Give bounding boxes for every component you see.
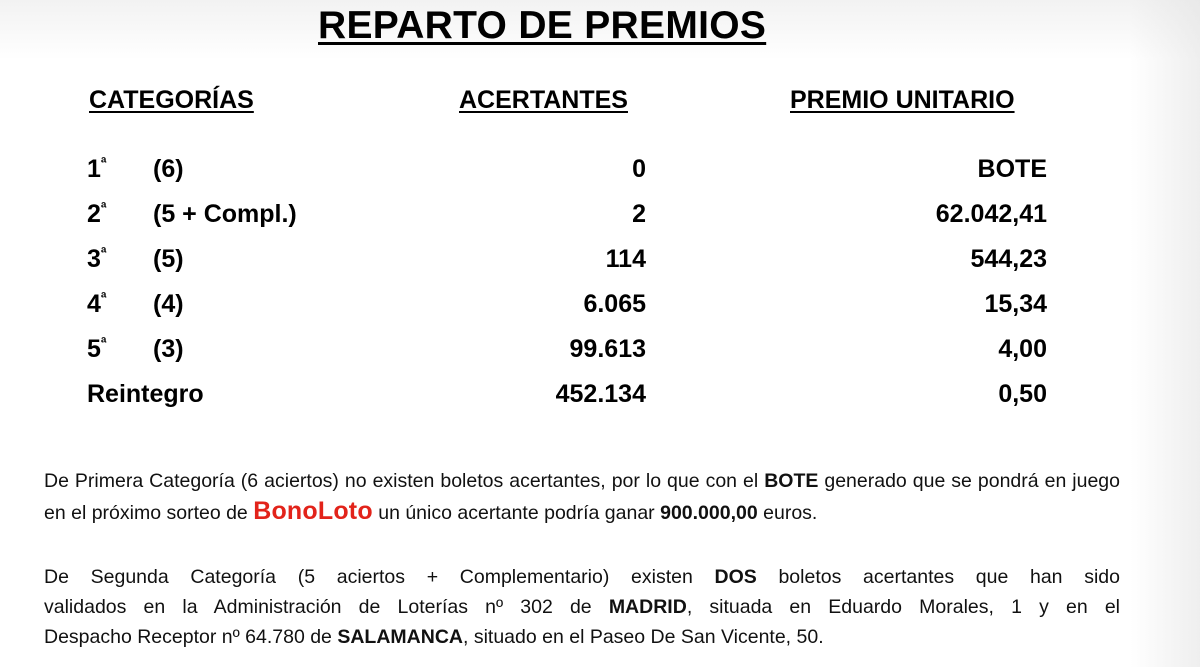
category-number: Reintegro (87, 380, 204, 408)
acertantes-value: 99.613 (569, 335, 646, 363)
table-row (0, 240, 1200, 285)
category-aciertos: (3) (153, 335, 184, 363)
category-number: $1^ª$ (87, 155, 107, 183)
category-aciertos: (5 + Compl.) (153, 200, 297, 228)
premio-value: 0,50 (998, 380, 1047, 408)
category-number: $4^ª$ (87, 290, 107, 318)
salamanca-emphasis: SALAMANCA (337, 626, 463, 648)
paragraph-line: De Segunda Categoría (5 aciertos + Complementario) existen DOS boletos acertantes que han sido (44, 566, 1120, 588)
table-row (0, 195, 1200, 240)
prize-table (0, 150, 1200, 420)
paragraph-line: Despacho Receptor nº 64.780 de SALAMANCA, situado en el Paseo De San Vicente, 50. (44, 626, 824, 648)
jackpot-amount: 900.000,00 (660, 502, 758, 524)
premio-value: BOTE (977, 155, 1047, 183)
premio-value: 544,23 (970, 245, 1047, 273)
premio-value: 15,34 (984, 290, 1047, 318)
bote-emphasis: BOTE (764, 470, 819, 492)
category-number: $3^ª$ (87, 245, 107, 273)
category-aciertos: (6) (153, 155, 184, 183)
madrid-emphasis: MADRID (608, 596, 687, 618)
table-row (0, 375, 1200, 420)
bonoloto-logo: BonoLoto (253, 497, 373, 525)
dos-emphasis: DOS (714, 566, 757, 588)
paragraph-line: validados en la Administración de Loterías nº 302 de MADRID, situada en Eduardo Morales, 1 y en el (44, 596, 1120, 618)
header-premio-unitario: PREMIO UNITARIO (790, 86, 1015, 114)
acertantes-value: 114 (605, 245, 646, 273)
table-row (0, 285, 1200, 330)
category-aciertos: (5) (153, 245, 184, 273)
premio-value: 4,00 (998, 335, 1047, 363)
category-number: $5^ª$ (87, 335, 107, 363)
acertantes-value: 6.065 (583, 290, 646, 318)
table-row (0, 330, 1200, 375)
category-number: $2^ª$ (87, 200, 107, 228)
page-title: REPARTO DE PREMIOS (318, 4, 767, 47)
acertantes-value: 2 (632, 200, 646, 228)
table-row (0, 150, 1200, 195)
category-aciertos: (4) (153, 290, 184, 318)
premio-value: 62.042,41 (935, 200, 1047, 228)
right-edge-shadow (1130, 0, 1200, 667)
acertantes-value: 452.134 (555, 380, 646, 408)
paragraph-primera-categoria: De Primera Categoría (6 aciertos) no existen boletos acertantes, por lo que con el BOTE generado que se pondrá en juego en el próximo sorteo de BonoLoto un único acertante podría ganar 900.000,00 euros. (44, 470, 1120, 525)
paragraph-segunda-categoria (44, 562, 1120, 652)
header-acertantes: ACERTANTES (459, 86, 628, 114)
header-categorias: CATEGORÍAS (89, 86, 254, 114)
acertantes-value: 0 (632, 155, 646, 183)
